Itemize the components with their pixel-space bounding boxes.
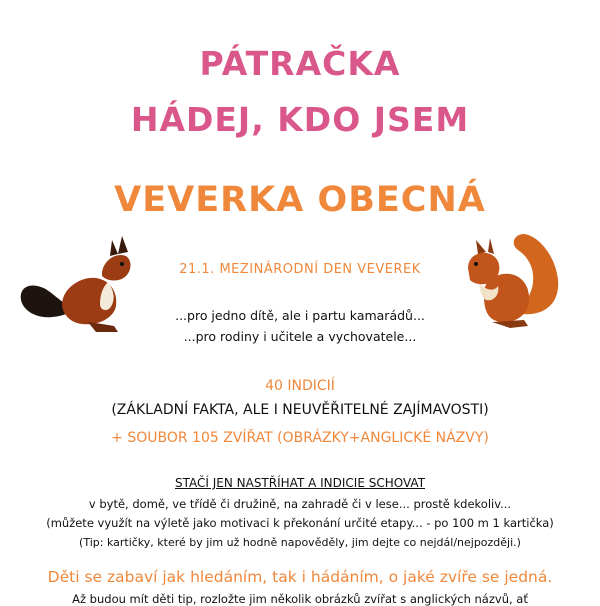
audience-line-1: ...pro jedno dítě, ale i partu kamarádů... <box>175 308 425 323</box>
instruction-line-2: (můžete využít na výletě jako motivaci k překonání určité etapy... - po 100 m 1 kartička) <box>46 516 554 530</box>
clues-description: (ZÁKLADNÍ FAKTA, ALE I NEUVĚŘITELNÉ ZAJÍMAVOSTI) <box>111 402 489 418</box>
subtitle-international-squirrel-day: 21.1. MEZINÁRODNÍ DEN VEVEREK <box>179 262 421 277</box>
title-hadej-kdo-jsem: HÁDEJ, KDO JSEM <box>130 100 470 139</box>
instruction-heading: STAČÍ JEN NASTŘÍHAT A INDICIE SCHOVAT <box>174 476 426 490</box>
clues-count: 40 INDICIÍ <box>265 378 335 394</box>
audience-line-2: ...pro rodiny i učitele a vychovatele... <box>183 329 417 344</box>
closing-statement: Děti se zabaví jak hledáním, tak i hádáním, o jaké zvíře se jedná. <box>47 568 553 586</box>
instruction-line-1: v bytě, domě, ve třídě či družině, na zahradě či v lese... prostě kdekoliv... <box>88 497 512 511</box>
title-patracka: PÁTRAČKA <box>199 44 401 83</box>
bonus-animal-set: + SOUBOR 105 ZVÍŘAT (OBRÁZKY+ANGLICKÉ NÁZVY) <box>111 430 489 446</box>
instruction-line-3: (Tip: kartičky, které by jim už hodně napověděly, jim dejte co nejdál/nejpozději.) <box>79 536 521 549</box>
title-veverka-obecna: VEVERKA OBECNÁ <box>114 180 486 220</box>
closing-cut-line: Až budou mít děti tip, rozložte jim několik obrázků zvířat s anglických názvů, ať <box>72 592 528 606</box>
